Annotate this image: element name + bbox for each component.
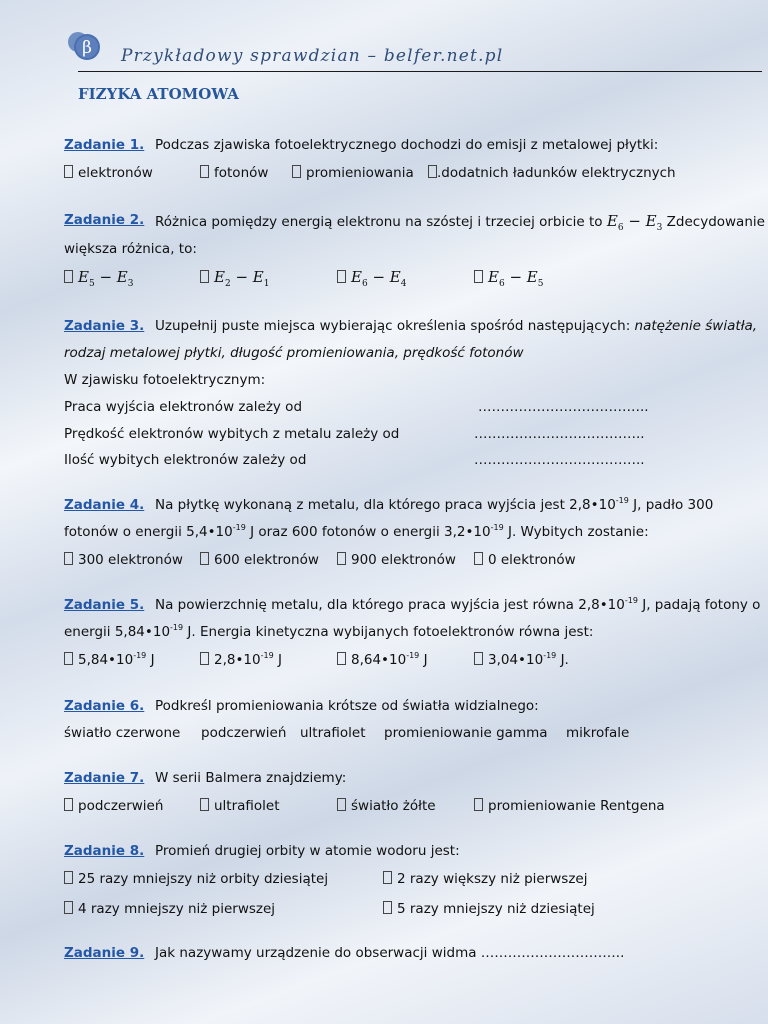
task-1-option[interactable]: fotonów xyxy=(200,165,268,181)
checkbox-icon xyxy=(337,798,346,811)
task-6-option[interactable]: ultrafiolet xyxy=(300,725,366,741)
task-6-question: Podkreśl promieniowania krótsze od światła widzialnego: xyxy=(155,698,539,714)
task-8-option[interactable]: 2 razy większy niż pierwszej xyxy=(383,871,587,887)
checkbox-icon xyxy=(64,552,73,565)
checkbox-icon xyxy=(474,552,483,565)
task-8-question: Promień drugiej orbity w atomie wodoru jest: xyxy=(155,843,460,859)
checkbox-icon xyxy=(337,652,346,665)
task-2-option[interactable]: $E_2 - E_1$ xyxy=(200,268,269,289)
task-9-question: Jak nazywamy urządzenie do obserwacji widma ………………………….. xyxy=(155,945,625,961)
task-5-question-line2: energii $5,84•10^{-19}$ J. Energia kinetyczna wybijanych fotoelektronów równa jest: xyxy=(64,623,594,640)
task-5-label: Zadanie 5. xyxy=(64,597,145,613)
checkbox-icon xyxy=(200,165,209,178)
task-2-question-line2: większa różnica, to: xyxy=(64,241,197,257)
checkbox-icon xyxy=(200,552,209,565)
task-5-option[interactable]: $2,8•10^{-19}$ J xyxy=(200,652,282,668)
task-6-label: Zadanie 6. xyxy=(64,698,145,714)
task-4-option[interactable]: 0 elektronów xyxy=(474,552,576,568)
task-1-option[interactable]: promieniowania xyxy=(292,165,414,181)
task-6-option[interactable]: promieniowanie gamma xyxy=(384,725,548,741)
task-5-question: Na powierzchnię metalu, dla którego praca wyjścia jest równa $2,8•10^{-19}$ J, padają fotony o xyxy=(155,596,761,613)
task-6-option[interactable]: mikrofale xyxy=(566,725,630,741)
task-5-option[interactable]: $3,04•10^{-19}$ J. xyxy=(474,652,569,668)
task-8-option[interactable]: 25 razy mniejszy niż orbity dziesiątej xyxy=(64,871,328,887)
task-4-option[interactable]: 600 elektronów xyxy=(200,552,319,568)
checkbox-icon xyxy=(64,165,73,178)
checkbox-icon xyxy=(64,652,73,665)
header-rule xyxy=(78,71,762,72)
checkbox-icon xyxy=(64,871,73,884)
task-3-label: Zadanie 3. xyxy=(64,318,145,334)
task-7-label: Zadanie 7. xyxy=(64,770,145,786)
task-3-row-text: Praca wyjścia elektronów zależy od xyxy=(64,399,303,415)
checkbox-icon xyxy=(383,901,392,914)
checkbox-icon xyxy=(474,798,483,811)
checkbox-icon xyxy=(474,270,483,283)
checkbox-icon xyxy=(383,871,392,884)
task-3-blank[interactable]: ……………………………….. xyxy=(474,452,645,468)
task-5-option[interactable]: $8,64•10^{-19}$ J xyxy=(337,652,428,668)
checkbox-icon xyxy=(200,270,209,283)
task-7-option[interactable]: ultrafiolet xyxy=(200,798,280,814)
task-8-label: Zadanie 8. xyxy=(64,843,145,859)
task-3-blank[interactable]: ……………………………….. xyxy=(478,399,649,415)
checkbox-icon xyxy=(428,165,437,178)
checkbox-icon xyxy=(337,270,346,283)
task-1-option[interactable]: .dodatnich ładunków elektrycznych xyxy=(428,165,676,181)
task-4-label: Zadanie 4. xyxy=(64,497,145,513)
task-1-option[interactable]: elektronów xyxy=(64,165,153,181)
task-7-question: W serii Balmera znajdziemy: xyxy=(155,770,347,786)
checkbox-icon xyxy=(64,901,73,914)
checkbox-icon xyxy=(200,652,209,665)
checkbox-icon xyxy=(200,798,209,811)
task-3-row-text: Prędkość elektronów wybitych z metalu zależy od xyxy=(64,426,400,442)
task-5-option[interactable]: $5,84•10^{-19}$ J xyxy=(64,652,155,668)
task-7-option[interactable]: podczerwień xyxy=(64,798,163,814)
task-7-option[interactable]: światło żółte xyxy=(337,798,436,814)
task-8-option[interactable]: 5 razy mniejszy niż dziesiątej xyxy=(383,901,595,917)
beta-logo xyxy=(66,30,102,66)
task-2-label: Zadanie 2. xyxy=(64,212,145,228)
task-3-intro: W zjawisku fotoelektrycznym: xyxy=(64,372,266,388)
checkbox-icon xyxy=(474,652,483,665)
task-7-option[interactable]: promieniowanie Rentgena xyxy=(474,798,665,814)
document-title: FIZYKA ATOMOWA xyxy=(78,85,239,103)
task-8-option[interactable]: 4 razy mniejszy niż pierwszej xyxy=(64,901,275,917)
checkbox-icon xyxy=(64,798,73,811)
header-title: Przykładowy sprawdzian – belfer.net.pl xyxy=(121,46,504,66)
task-4-question-line2: fotonów o energii $5,4•10^{-19}$ J oraz 600 fotonów o energii $3,2•10^{-19}$ J. Wybitych zostanie: xyxy=(64,523,649,540)
task-4-option[interactable]: 900 elektronów xyxy=(337,552,456,568)
task-6-option[interactable]: światło czerwone xyxy=(64,725,181,741)
task-3-row-text: Ilość wybitych elektronów zależy od xyxy=(64,452,307,468)
task-3-terms: rodzaj metalowej płytki, długość promieniowania, prędkość fotonów xyxy=(64,345,524,361)
task-1-label: Zadanie 1. xyxy=(64,137,145,153)
task-4-option[interactable]: 300 elektronów xyxy=(64,552,183,568)
checkbox-icon xyxy=(292,165,301,178)
task-4-question: Na płytkę wykonaną z metalu, dla którego praca wyjścia jest $2,8•10^{-19}$ J, padło 300 xyxy=(155,496,714,513)
task-3-question: Uzupełnij puste miejsca wybierając określenia spośród następujących: natężenie światła, xyxy=(155,318,758,334)
checkbox-icon xyxy=(64,270,73,283)
task-2-option[interactable]: $E_6 - E_4$ xyxy=(337,268,406,289)
task-1-question: Podczas zjawiska fotoelektrycznego dochodzi do emisji z metalowej płytki: xyxy=(155,137,659,153)
task-2-option[interactable]: $E_6 - E_5$ xyxy=(474,268,543,289)
task-2-question: Różnica pomiędzy energią elektronu na szóstej i trzeciej orbicie to $E_6 - E_3$ Zdecydowanie xyxy=(155,212,765,233)
task-2-option[interactable]: $E_5 - E_3$ xyxy=(64,268,133,289)
checkbox-icon xyxy=(337,552,346,565)
task-2-expression: $E_6 - E_3$ xyxy=(606,212,663,233)
task-3-blank[interactable]: ……………………………….. xyxy=(474,426,645,442)
task-6-option[interactable]: podczerwień xyxy=(201,725,287,741)
task-9-label: Zadanie 9. xyxy=(64,945,145,961)
logo-letter: β xyxy=(82,38,92,58)
